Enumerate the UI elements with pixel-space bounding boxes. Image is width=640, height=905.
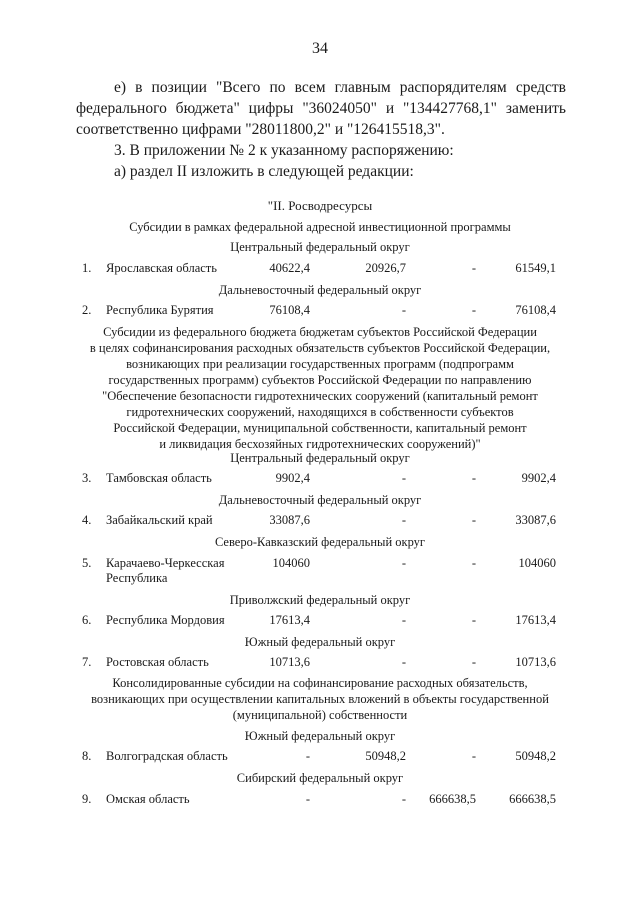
- value-col-2: -: [401, 655, 406, 669]
- subsidy-heading-line: возникающих при осуществлении капитальных вложений в объекты государственной: [91, 692, 549, 706]
- row-number: 7.: [82, 655, 92, 669]
- region-name: Республика Бурятия: [106, 303, 214, 317]
- subsidy-heading-line: Консолидированные субсидии на софинансирование расходных обязательств,: [112, 676, 528, 690]
- subsidy-heading-line: в целях софинансирования расходных обязательств субъектов Российской Федерации,: [89, 341, 551, 355]
- row-number: 3.: [82, 471, 92, 485]
- page-number: 34: [312, 40, 328, 57]
- subsidy-heading-line: гидротехнических сооружений, находящихся в собственности субъектов: [126, 405, 514, 419]
- total-value: 104060: [518, 556, 556, 570]
- section-title: "II. Росводресурсы: [267, 198, 373, 213]
- value-col-1: 10713,6: [269, 655, 310, 669]
- total-value: 666638,5: [509, 792, 556, 806]
- region-name: Забайкальский край: [106, 513, 213, 527]
- row-number: 8.: [82, 749, 92, 763]
- total-value: 61549,1: [515, 261, 556, 275]
- district-heading: Южный федеральный округ: [244, 635, 396, 649]
- subsidy-heading-line: (муниципальной) собственности: [232, 708, 408, 722]
- intro-line-4: 3. В приложении № 2 к указанному распоряжению:: [114, 142, 454, 159]
- intro-line-5: а) раздел II изложить в следующей редакции:: [114, 163, 414, 180]
- subsidy-heading-line: Субсидии из федерального бюджета бюджетам субъектов Российской Федерации: [103, 325, 537, 339]
- district-heading: Центральный федеральный округ: [230, 451, 410, 465]
- value-col-1: 40622,4: [269, 261, 310, 275]
- subsidy-heading-line: и ликвидация бесхозяйных гидротехнических сооружений)": [159, 437, 481, 451]
- table-row: [0, 792, 640, 824]
- total-value: 33087,6: [515, 513, 556, 527]
- value-col-2: 50948,2: [365, 749, 406, 763]
- region-name: Карачаево-Черкесская Республика: [106, 556, 225, 585]
- value-col-3: -: [471, 556, 476, 570]
- row-number: 5.: [82, 556, 92, 570]
- value-col-2: -: [401, 303, 406, 317]
- region-name: Ярославская область: [106, 261, 217, 275]
- total-value: 17613,4: [515, 613, 556, 627]
- subsidy-heading-line: Российской Федерации, муниципальной собственности, капитальный ремонт: [113, 421, 527, 435]
- total-value: 76108,4: [515, 303, 556, 317]
- row-number: 2.: [82, 303, 92, 317]
- value-col-2: -: [401, 556, 406, 570]
- district-heading: Дальневосточный федеральный округ: [218, 283, 422, 297]
- value-col-1: -: [305, 749, 310, 763]
- district-heading: Северо-Кавказский федеральный округ: [214, 535, 426, 549]
- subsidy-heading-faip: Субсидии в рамках федеральной адресной инвестиционной программы: [129, 220, 511, 234]
- value-col-2: -: [401, 471, 406, 485]
- intro-line-1: е) в позиции "Всего по всем главным распорядителям средств: [114, 79, 566, 96]
- region-name: Омская область: [106, 792, 190, 806]
- value-col-3: 666638,5: [429, 792, 476, 806]
- row-number: 9.: [82, 792, 92, 806]
- total-value: 10713,6: [515, 655, 556, 669]
- row-number: 6.: [82, 613, 92, 627]
- district-heading: Приволжский федеральный округ: [229, 593, 411, 607]
- value-col-1: -: [305, 792, 310, 806]
- district-heading: Центральный федеральный округ: [230, 240, 410, 254]
- value-col-3: -: [471, 471, 476, 485]
- value-col-1: 9902,4: [275, 471, 310, 485]
- intro-line-3: соответственно цифрами "28011800,2" и "126415518,3".: [76, 121, 445, 138]
- value-col-3: -: [471, 261, 476, 275]
- region-name: Волгоградская область: [106, 749, 228, 763]
- total-value: 9902,4: [521, 471, 556, 485]
- subsidy-heading-line: "Обеспечение безопасности гидротехнических сооружений (капитальный ремонт: [102, 389, 538, 403]
- row-number: 1.: [82, 261, 92, 275]
- district-heading: Дальневосточный федеральный округ: [218, 493, 422, 507]
- value-col-2: -: [401, 792, 406, 806]
- value-col-3: -: [471, 513, 476, 527]
- value-col-3: -: [471, 303, 476, 317]
- value-col-3: -: [471, 613, 476, 627]
- value-col-1: 76108,4: [269, 303, 310, 317]
- value-col-3: -: [471, 749, 476, 763]
- intro-line-2: федерального бюджета" цифры "36024050" и "134427768,1" заменить: [76, 100, 566, 117]
- region-name: Республика Мордовия: [106, 613, 225, 627]
- region-name: Тамбовская область: [106, 471, 212, 485]
- district-heading: Сибирский федеральный округ: [236, 771, 404, 785]
- value-col-2: 20926,7: [365, 261, 406, 275]
- value-col-1: 33087,6: [269, 513, 310, 527]
- row-number: 4.: [82, 513, 92, 527]
- subsidy-heading-line: государственных программ) субъектов Российской Федерации по направлению: [108, 373, 532, 387]
- total-value: 50948,2: [515, 749, 556, 763]
- value-col-1: 104060: [272, 556, 310, 570]
- district-heading: Южный федеральный округ: [244, 729, 396, 743]
- value-col-2: -: [401, 613, 406, 627]
- value-col-1: 17613,4: [269, 613, 310, 627]
- subsidy-heading-line: возникающих при реализации государственных программ (подпрограмм: [126, 357, 514, 371]
- region-name: Ростовская область: [106, 655, 209, 669]
- value-col-3: -: [471, 655, 476, 669]
- table-row: [0, 556, 640, 588]
- value-col-2: -: [401, 513, 406, 527]
